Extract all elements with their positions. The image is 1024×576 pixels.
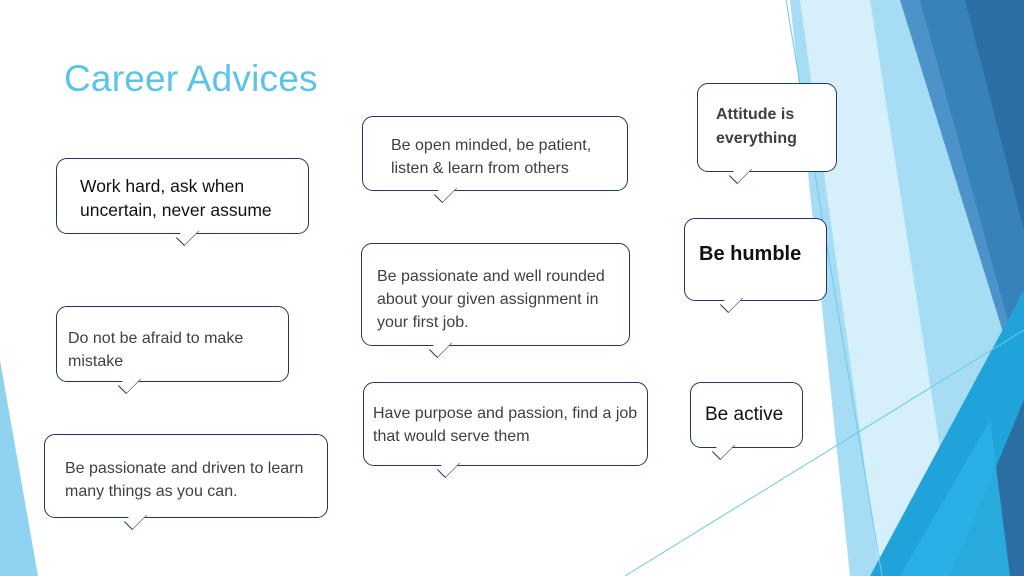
advice-text: Attitude is everything [716,106,797,147]
advice-text: Be humble [699,243,802,265]
advice-text: Have purpose and passion, find a job that would serve them [373,405,638,445]
advice-text: Be open minded, be patient, listen & learn from others [391,137,592,177]
advice-bubble-humble [684,218,827,301]
advice-bubble-work-hard [56,158,309,234]
advice-bubble-well-rounded [361,243,630,346]
advice-bubble-not-afraid [56,306,289,382]
advice-text: Be passionate and driven to learn many things as you can. [65,460,304,500]
left-edge-stripe [0,360,38,576]
advice-bubble-open-minded [362,116,628,191]
advice-text: Be active [705,404,784,425]
page-title: Career Advices [64,58,318,99]
advice-text: Be passionate and well rounded about your given assignment in your first job. [377,268,605,331]
advice-bubble-driven [44,434,328,518]
advice-text: Work hard, ask when uncertain, never assume [80,176,272,220]
advice-bubble-attitude [697,83,837,172]
advice-text: Do not be afraid to make mistake [68,330,244,370]
advice-bubble-purpose [363,382,648,466]
advice-bubble-active [690,382,803,448]
